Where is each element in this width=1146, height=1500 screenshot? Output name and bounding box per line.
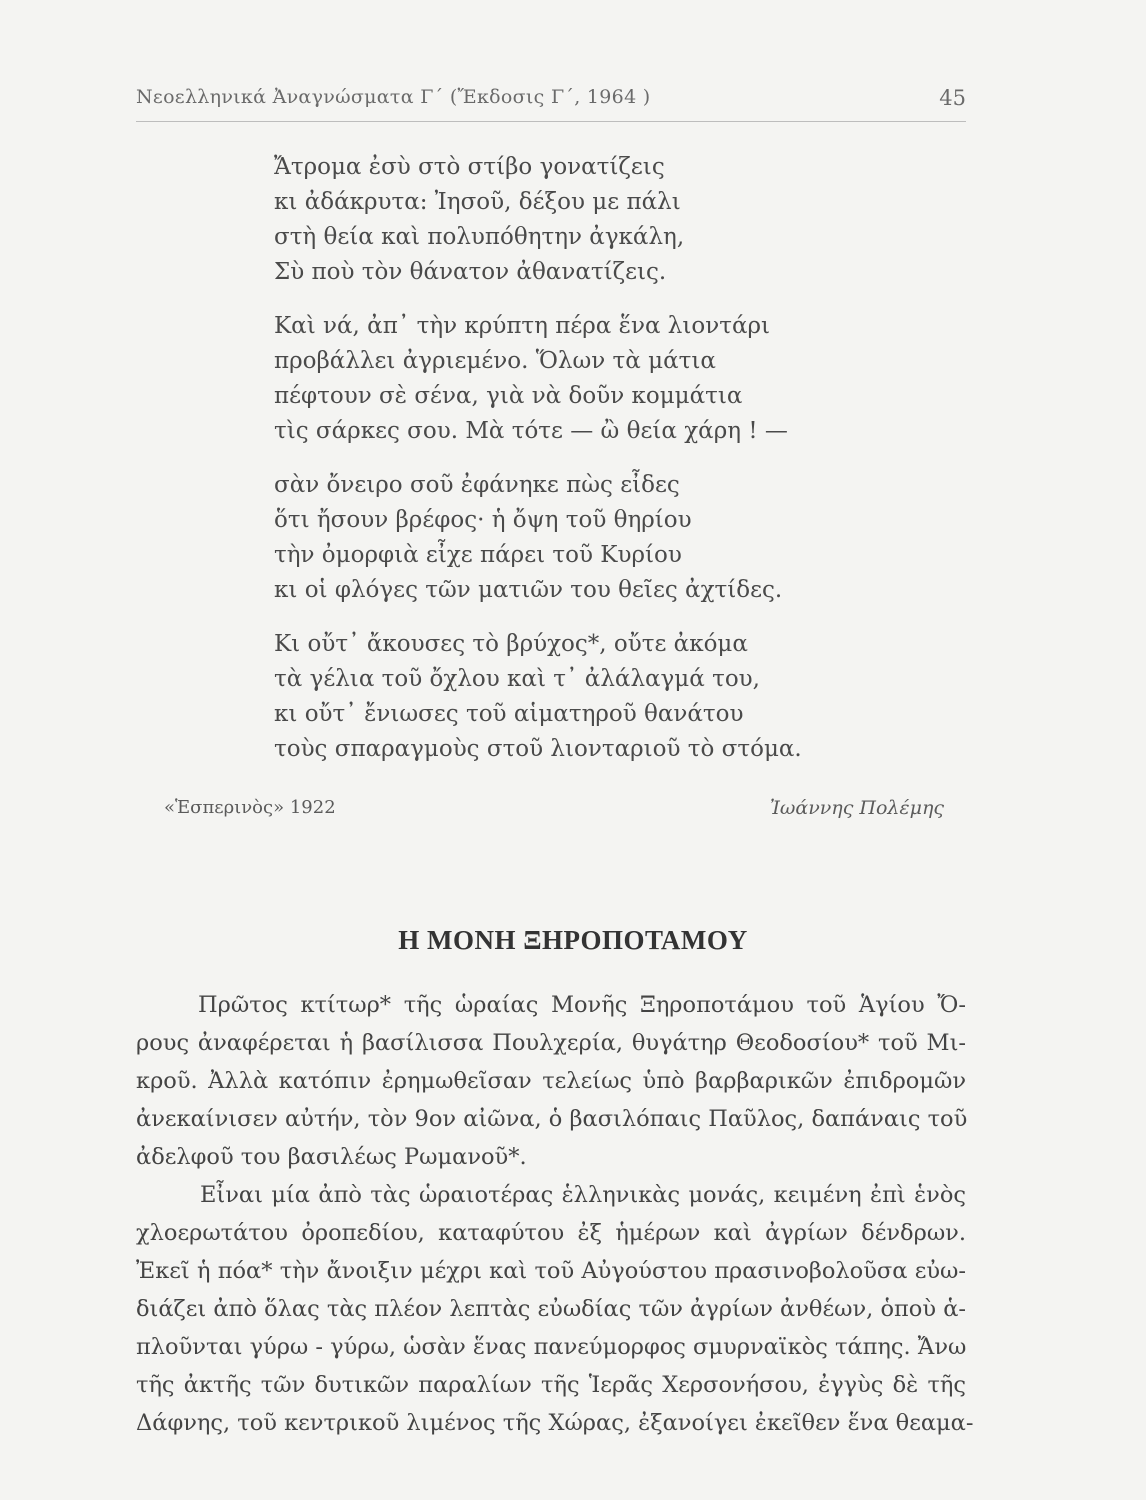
article-title: Η ΜΟΝΗ ΞΗΡΟΠΟΤΑΜΟΥ bbox=[398, 925, 748, 955]
body-line: Δάφνης, τοῦ κεντρικοῦ λιμένος τῆς Χώρας, ἐξανοίγει ἐκεῖθεν ἕνα θεαμα- bbox=[136, 1410, 974, 1436]
poem-source: «Ἑσπερινὸς» 1922 bbox=[164, 797, 336, 818]
body-line: Εἶναι μία ἀπὸ τὰς ὡραιοτέρας ἑλληνικὰς μονάς, κειμένη ἐπὶ ἑνὸς bbox=[200, 1182, 966, 1208]
poem-stanza bbox=[274, 150, 974, 290]
poem-author: Ἰωάννης Πολέμης bbox=[769, 797, 944, 819]
page-number: 45 bbox=[939, 86, 966, 110]
poem-line: κι ἀδάκρυτα: Ἰησοῦ, δέξου με πάλι bbox=[274, 189, 681, 215]
poem-line: ὅτι ἤσουν βρέφος· ἡ ὄψη τοῦ θηρίου bbox=[274, 507, 692, 533]
poem-line: Κι οὔτ᾿ ἄκουσες τὸ βρύχος*, οὔτε ἀκόμα bbox=[274, 631, 748, 657]
poem-line: πέφτουν σὲ σένα, γιὰ νὰ δοῦν κομμάτια bbox=[274, 383, 743, 409]
body-line: ἀνεκαίνισεν αὐτήν, τὸν 9ον αἰῶνα, ὁ βασιλόπαις Παῦλος, δαπάναις τοῦ bbox=[136, 1106, 968, 1132]
body-line: κροῦ. Ἀλλὰ κατόπιν ἐρημωθεῖσαν τελείως ὑπὸ βαρβαρικῶν ἐπιδρομῶν bbox=[136, 1068, 966, 1094]
poem-line: Ἄτρομα ἐσὺ στὸ στίβο γονατίζεις bbox=[274, 154, 665, 180]
body-line: διάζει ἀπὸ ὅλας τὰς πλέον λεπτὰς εὐωδίας τῶν ἀγρίων ἀνθέων, ὁποὺ ἁ- bbox=[136, 1296, 966, 1322]
body-line: τῆς ἀκτῆς τῶν δυτικῶν παραλίων τῆς Ἱερᾶς Χερσονήσου, ἐγγὺς δὲ τῆς bbox=[136, 1372, 966, 1398]
poem-line: σὰν ὄνειρο σοῦ ἐφάνηκε πὼς εἶδες bbox=[274, 472, 680, 498]
article-body bbox=[136, 986, 974, 1442]
header-rule bbox=[136, 121, 966, 122]
poem bbox=[274, 150, 974, 786]
body-line: ἀδελφοῦ του βασιλέως Ρωμανοῦ*. bbox=[136, 1144, 527, 1170]
body-line: ρους ἀναφέρεται ἡ βασίλισσα Πουλχερία, θυγάτηρ Θεοδοσίου* τοῦ Μι- bbox=[136, 1030, 966, 1056]
poem-line: τοὺς σπαραγμοὺς στοῦ λιονταριοῦ τὸ στόμα. bbox=[274, 736, 802, 762]
poem-line: Καὶ νά, ἀπ᾿ τὴν κρύπτη πέρα ἕνα λιοντάρι bbox=[274, 313, 771, 339]
poem-line: Σὺ ποὺ τὸν θάνατον ἀθανατίζεις. bbox=[274, 259, 667, 285]
page-header bbox=[136, 86, 966, 116]
body-line: χλοερωτάτου ὀροπεδίου, καταφύτου ἐξ ἡμέρων καὶ ἀγρίων δένδρων. bbox=[136, 1220, 966, 1246]
body-line: Πρῶτος κτίτωρ* τῆς ὡραίας Μονῆς Ξηροποτάμου τοῦ Ἁγίου Ὄ- bbox=[198, 992, 966, 1018]
poem-stanza bbox=[274, 468, 974, 608]
poem-stanza bbox=[274, 309, 974, 449]
running-title: Νεοελληνικά Ἀναγνώσματα Γ΄ (Ἔκδοσις Γ΄, 1964 ) bbox=[136, 86, 651, 108]
poem-line: προβάλλει ἀγριεμένο. Ὅλων τὰ μάτια bbox=[274, 348, 716, 374]
poem-line: κι οὔτ᾿ ἔνιωσες τοῦ αἱματηροῦ θανάτου bbox=[274, 701, 744, 727]
poem-line: τὴν ὀμορφιὰ εἶχε πάρει τοῦ Κυρίου bbox=[274, 542, 682, 568]
poem-line: τὰ γέλια τοῦ ὄχλου καὶ τ᾿ ἀλάλαγμά του, bbox=[274, 666, 760, 692]
body-line: Ἐκεῖ ἡ πόα* τὴν ἄνοιξιν μέχρι καὶ τοῦ Αὐγούστου πρασινοβολοῦσα εὐω- bbox=[136, 1258, 966, 1284]
poem-line: στὴ θεία καὶ πολυπόθητην ἀγκάλη, bbox=[274, 224, 685, 250]
body-line: πλοῦνται γύρω - γύρω, ὡσὰν ἕνας πανεύμορφος σμυρναϊκὸς τάπης. Ἄνω bbox=[136, 1334, 967, 1360]
poem-line: κι οἱ φλόγες τῶν ματιῶν του θεῖες ἀχτίδες. bbox=[274, 577, 783, 603]
poem-line: τὶς σάρκες σου. Μὰ τότε — ὢ θεία χάρη ! — bbox=[274, 418, 788, 444]
poem-stanza bbox=[274, 627, 974, 767]
